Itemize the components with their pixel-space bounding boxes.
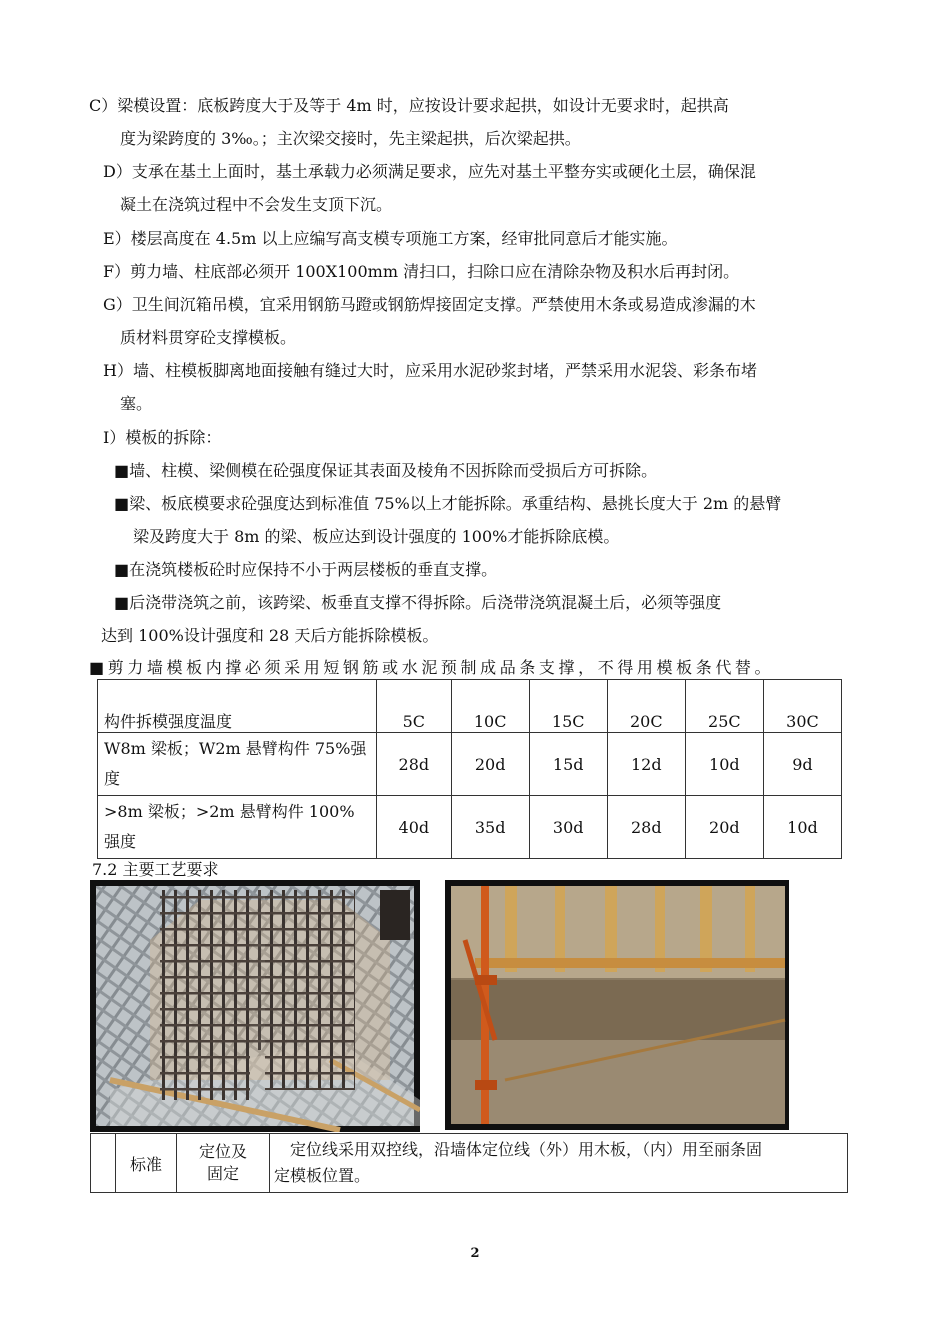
rebar-cage-photo [90, 880, 420, 1132]
paragraph-g-line2: 质材料贯穿砼支撑模板。 [120, 328, 297, 347]
table-cell [270, 1134, 848, 1193]
bullet-4-line1: ■后浇带浇筑之前，该跨梁、板垂直支撑不得拆除。后浇带浇筑混凝土后，必须等强度 [114, 593, 722, 612]
paragraph-e: E）楼层高度在 4.5m 以上应编写高支模专项施工方案，经审批同意后才能实施。 [103, 229, 678, 248]
table-cell: 28d [377, 733, 452, 796]
table-row [98, 733, 842, 796]
row-label-line1: W8m 梁板；W2m 悬臂构件 75%强 [104, 739, 367, 758]
paragraph-c-line1: C）梁模设置：底板跨度大于及等于 4m 时，应按设计要求起拱，如设计无要求时，起拱高 [89, 96, 729, 115]
wall-formwork-photo [445, 880, 789, 1130]
bullet-5: ■剪力墙模板内撑必须采用短钢筋或水泥预制成品条支撑，不得用模板条代替。 [89, 658, 775, 677]
bullet-2-line2: 梁及跨度大于 8m 的梁、板应达到设计强度的 100%才能拆除底模。 [133, 527, 620, 546]
row-label-line1: >8m 梁板；>2m 悬臂构件 100% [104, 802, 355, 821]
table-header-row [98, 680, 842, 733]
formwork-removal-table [97, 679, 842, 859]
paragraph-c-line2: 度为梁跨度的 3‰。；主次梁交接时，先主梁起拱，后次梁起拱。 [120, 129, 581, 148]
table-cell: 20d [451, 733, 529, 796]
table-row-label [98, 733, 377, 796]
table-header-cell: 25C [685, 680, 763, 733]
table-row [91, 1134, 848, 1193]
row-label-line2: 强度 [104, 832, 137, 851]
table-row-label [98, 796, 377, 859]
table-cell: 35d [451, 796, 529, 859]
paragraph-d-line1: D）支承在基土上面时，基土承载力必须满足要求，应先对基土平整夯实或硬化土层，确保混 [103, 162, 756, 181]
page-number: 2 [470, 1246, 480, 1261]
table-cell: 15d [529, 733, 607, 796]
table-row [98, 796, 842, 859]
table-header-cell: 5C [377, 680, 452, 733]
table-cell: 28d [607, 796, 685, 859]
paragraph-h-line2: 塞。 [120, 394, 153, 413]
bullet-2-line1: ■梁、板底模要求砼强度达到标准值 75%以上才能拆除。承重结构、悬挑长度大于 2m 的悬臂 [114, 494, 782, 513]
row-label-line2: 度 [104, 769, 121, 788]
table-cell: 9d [763, 733, 841, 796]
cell-line1: 定位线采用双控线，沿墙体定位线（外）用木板，（内）用至丽条固 [290, 1140, 763, 1159]
table-cell: 12d [607, 733, 685, 796]
paragraph-d-line2: 凝土在浇筑过程中不会发生支顶下沉。 [120, 195, 393, 214]
table-header-cell: 20C [607, 680, 685, 733]
table-cell: 10d [763, 796, 841, 859]
table-cell: 10d [685, 733, 763, 796]
table-header-cell: 构件拆模强度温度 [98, 680, 377, 733]
paragraph-h-line1: H）墙、柱模板脚离地面接触有缝过大时，应采用水泥砂浆封堵，严禁采用水泥袋、彩条布堵 [103, 361, 757, 380]
table-cell [91, 1134, 116, 1193]
cell-line1: 定位及 [198, 1142, 247, 1161]
cell-line2: 定模板位置。 [274, 1166, 371, 1185]
table-cell: 20d [685, 796, 763, 859]
cell-line2: 固定 [206, 1164, 239, 1183]
table-cell: 30d [529, 796, 607, 859]
paragraph-f: F）剪力墙、柱底部必须开 100X100mm 清扫口，扫除口应在清除杂物及积水后再封闭。 [103, 262, 740, 281]
table-header-cell: 30C [763, 680, 841, 733]
section-heading: 7.2 主要工艺要求 [92, 860, 219, 879]
standard-table [90, 1133, 848, 1193]
table-header-cell: 10C [451, 680, 529, 733]
bullet-3: ■在浇筑楼板砼时应保持不小于两层楼板的垂直支撑。 [114, 560, 498, 579]
table-cell [177, 1134, 270, 1193]
table-cell: 40d [377, 796, 452, 859]
table-cell: 标准 [116, 1134, 177, 1193]
bullet-1: ■墙、柱模、梁侧模在砼强度保证其表面及棱角不因拆除而受损后方可拆除。 [114, 461, 658, 480]
paragraph-i-heading: I）模板的拆除： [103, 428, 222, 447]
table-header-cell: 15C [529, 680, 607, 733]
bullet-4-line2: 达到 100%设计强度和 28 天后方能拆除模板。 [101, 626, 439, 645]
paragraph-g-line1: G）卫生间沉箱吊模，宜采用钢筋马蹬或钢筋焊接固定支撑。严禁使用木条或易造成渗漏的木 [103, 295, 756, 314]
